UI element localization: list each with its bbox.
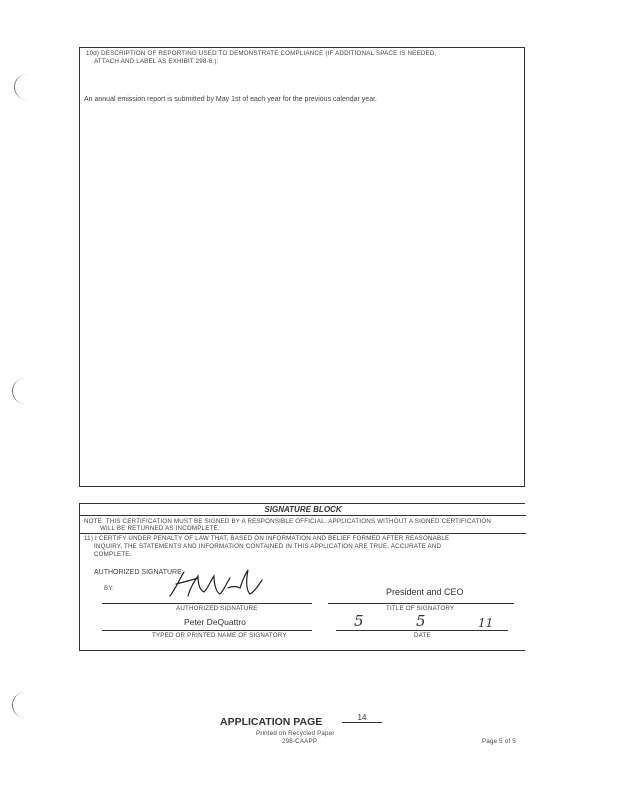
name-caption: TYPED OR PRINTED NAME OF SIGNATORY	[152, 632, 287, 639]
signatory-name-value: Peter DeQuattro	[184, 617, 246, 627]
page-count: Page 5 of 5	[482, 738, 516, 745]
date-month: 5	[354, 612, 364, 630]
date-year: 11	[478, 616, 494, 630]
note-divider	[80, 533, 526, 534]
reporting-description-box	[79, 47, 525, 487]
form-code: 298-CAAPP	[282, 738, 318, 745]
cert-line1: 11) I CERTIFY UNDER PENALTY OF LAW THAT, BASED ON INFORMATION AND BELIEF FORMED AFTER REASONABLE	[84, 535, 450, 542]
signature-block-header: SIGNATURE BLOCK	[80, 504, 526, 516]
date-line	[336, 630, 508, 631]
reporting-description-text: An annual emission report is submitted by May 1st of each year for the previous calendar year.	[84, 96, 377, 103]
by-label: BY:	[104, 585, 115, 592]
cert-line2: INQUIRY, THE STATEMENTS AND INFORMATION CONTAINED IN THIS APPLICATION ARE TRUE, ACCURATE AND	[94, 543, 442, 550]
authorized-signature-label: AUTHORIZED SIGNATURE:	[94, 569, 184, 576]
punch-hole-mark	[12, 378, 27, 404]
punch-hole-mark	[14, 74, 29, 100]
title-caption: TITLE OF SIGNATORY	[386, 605, 455, 612]
date-day: 5	[416, 612, 426, 630]
application-page-label: APPLICATION PAGE	[220, 716, 323, 728]
signature-caption: AUTHORIZED SIGNATURE	[176, 605, 258, 612]
application-page-number: 14	[342, 713, 382, 723]
date-caption: DATE	[414, 632, 431, 639]
signatory-title-value: President and CEO	[386, 587, 464, 597]
signature-line	[102, 603, 312, 604]
note-line1: NOTE: THIS CERTIFICATION MUST BE SIGNED BY A RESPONSIBLE OFFICIAL. APPLICATIONS WITHOUT A SIGNED CERTIFICATION	[84, 518, 492, 525]
signature-block	[79, 503, 525, 651]
cert-line3: COMPLETE.	[94, 551, 132, 558]
punch-hole-mark	[12, 692, 27, 718]
title-line	[328, 603, 514, 604]
name-line	[102, 630, 312, 631]
handwritten-signature	[162, 568, 272, 602]
recycled-paper-note: Printed on Recycled Paper	[256, 730, 335, 737]
note-line2: WILL BE RETURNED AS INCOMPLETE.	[100, 525, 220, 532]
section-title-line2: ATTACH AND LABEL AS EXHIBIT 298-6.):	[94, 58, 219, 65]
section-title-line1: 10d) DESCRIPTION OF REPORTING USED TO DEMONSTRATE COMPLIANCE (IF ADDITIONAL SPACE IS NEEDED,	[86, 50, 437, 57]
